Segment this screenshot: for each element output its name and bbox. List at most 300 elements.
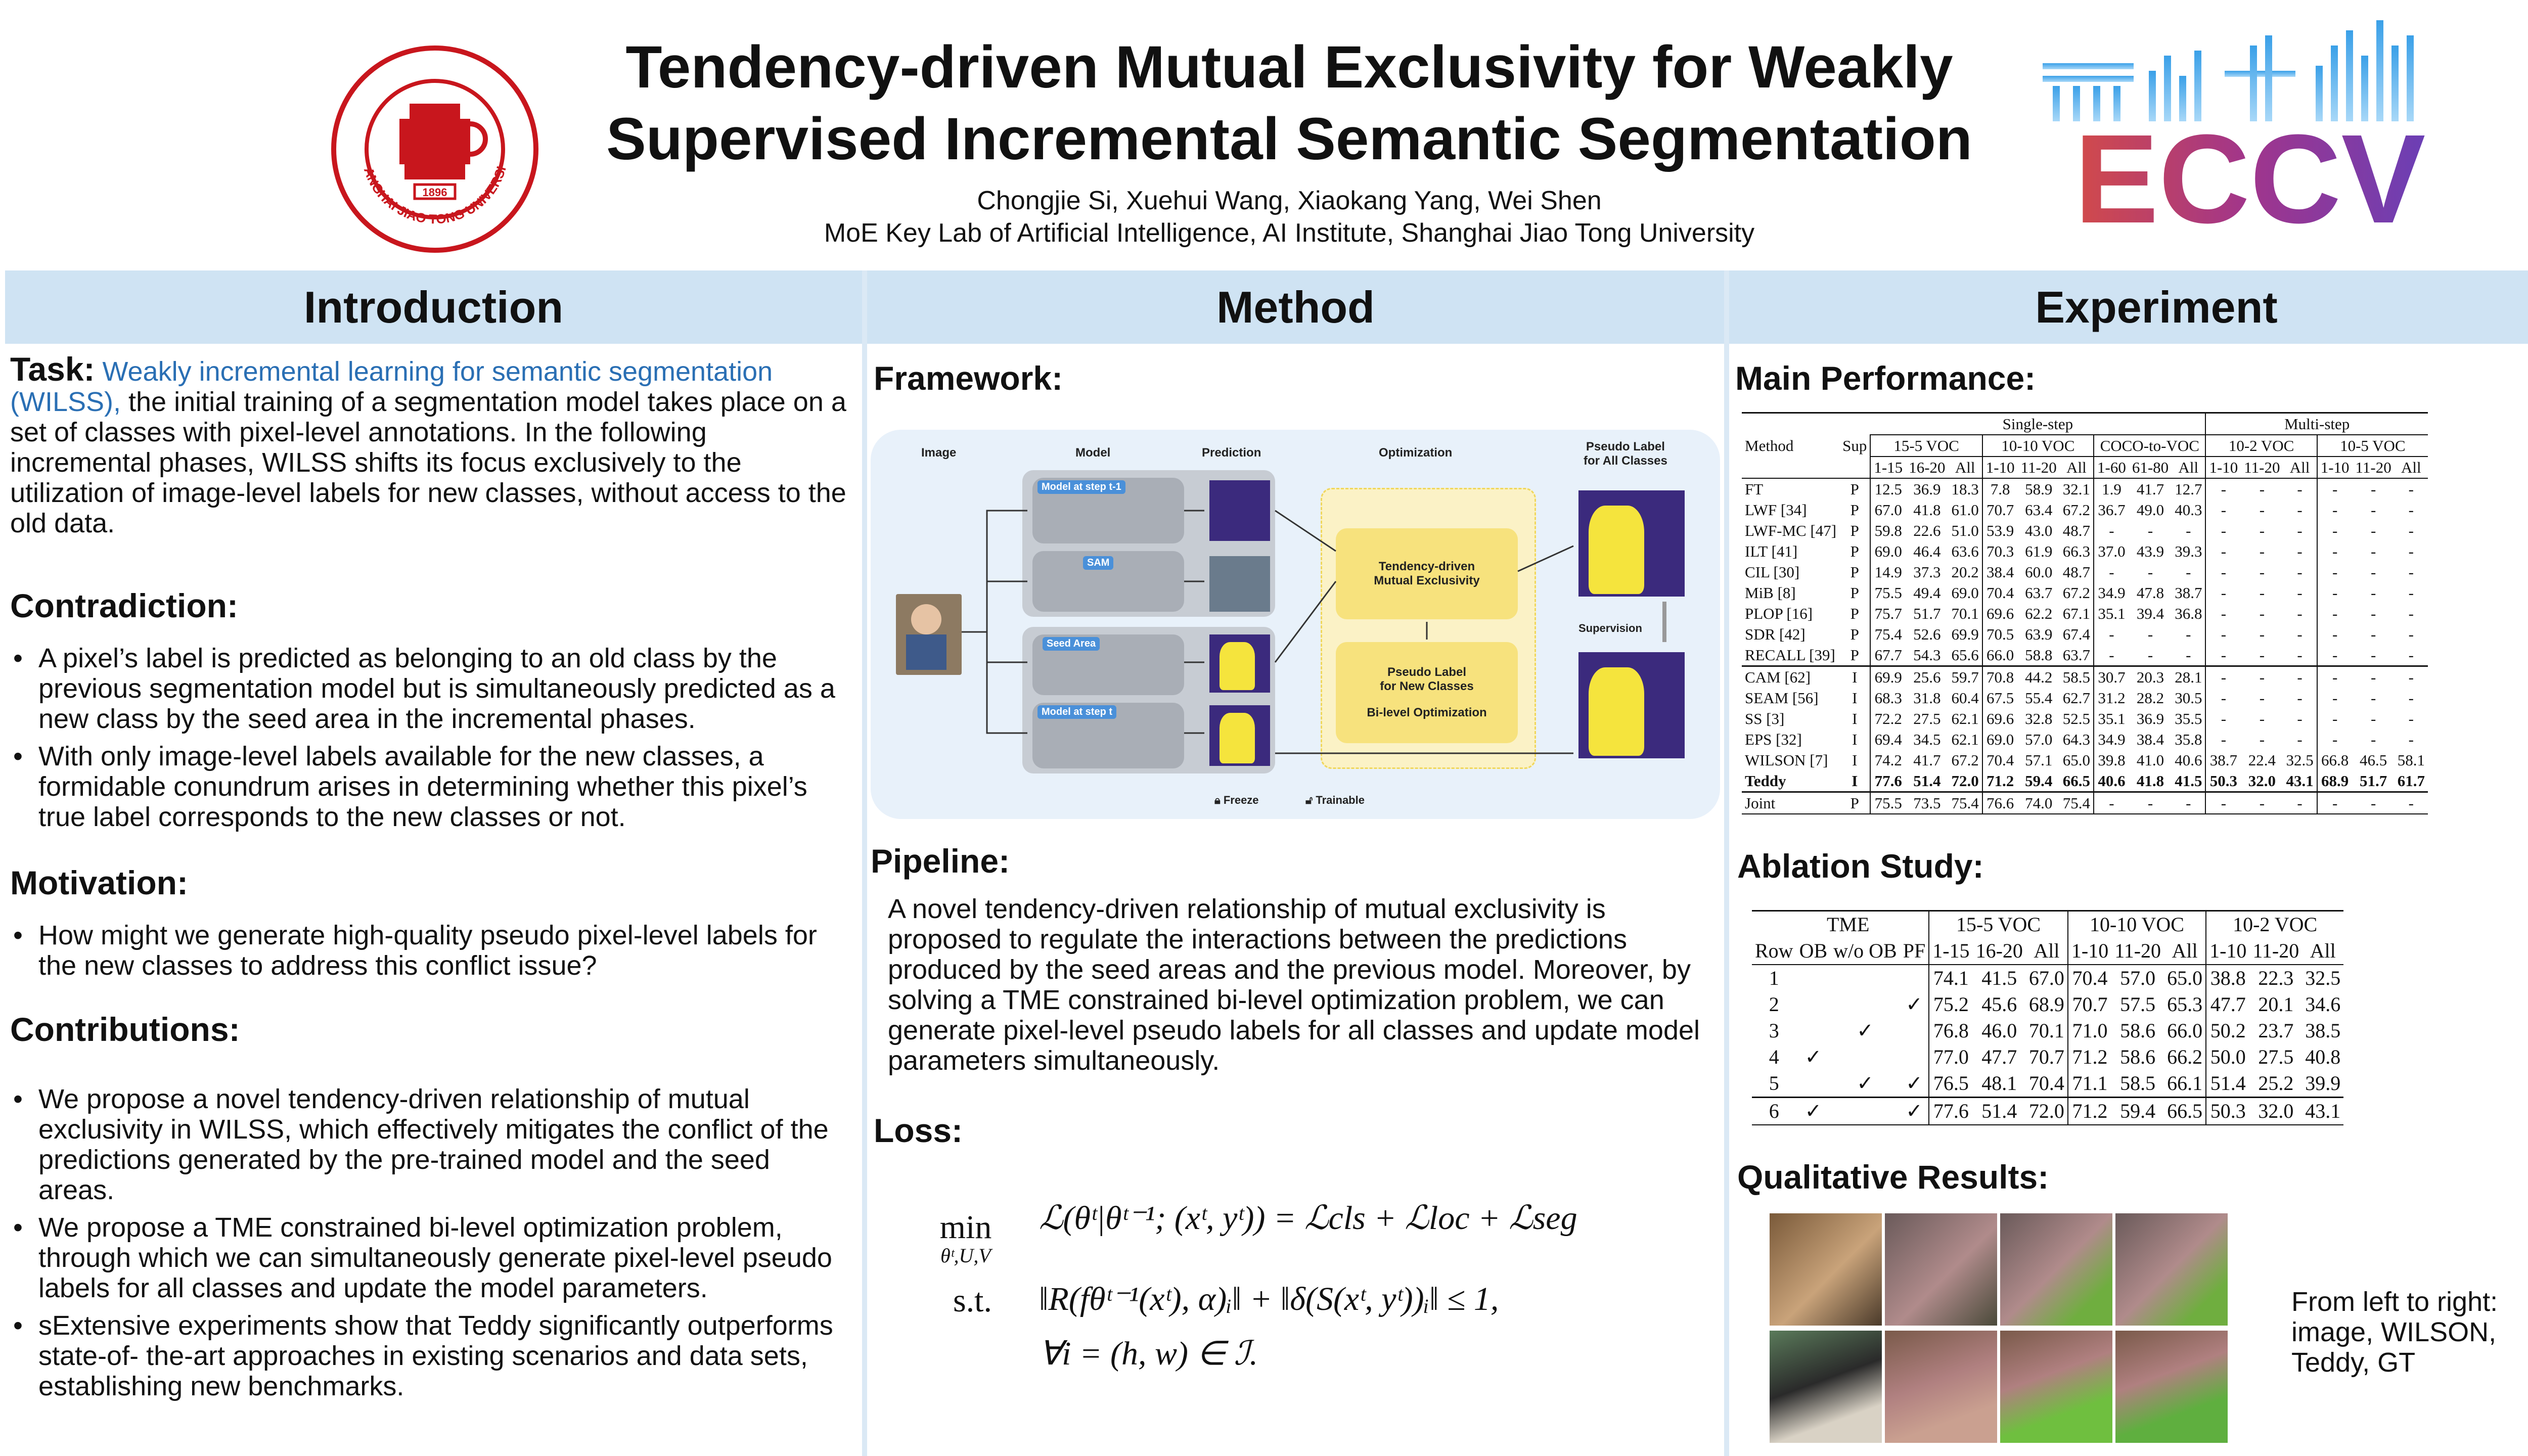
table-cell: ✓ — [1900, 1098, 1929, 1125]
table-cell: - — [2317, 708, 2353, 729]
table-cell: - — [2370, 710, 2376, 727]
table-cell: - — [2283, 666, 2317, 688]
table-row — [1742, 499, 2428, 520]
table-cell: - — [2317, 666, 2353, 688]
table-cell: - — [2370, 522, 2376, 539]
table-cell: 58.9 — [2025, 480, 2053, 498]
table-cell: 71.1 — [2068, 1070, 2111, 1098]
table-cell: 22.6 — [1913, 522, 1941, 539]
table-cell: 43.9 — [2136, 542, 2164, 560]
title-line-2: Supervised Incremental Semantic Segmentation — [606, 106, 1972, 172]
table-row — [1742, 603, 2428, 624]
table-cell: - — [2205, 520, 2241, 541]
ablation-table — [1752, 910, 2343, 1125]
title-line-1: Tendency-driven Mutual Exclusivity for Weakly — [625, 34, 1953, 101]
table-cell: - — [2094, 520, 2129, 541]
table-row — [1742, 666, 2428, 688]
table-row — [1742, 624, 2428, 645]
list-item: • With only image-level labels available for the new classes, a formidable conundrum arises in determining whether this pixel’s true label corresponds to the new classes or not. — [10, 741, 852, 832]
table-cell: 68.3 — [1870, 688, 1906, 708]
method-name: MiB [8] — [1745, 584, 1796, 602]
qual-image — [1885, 1331, 1997, 1443]
main-performance-table-wrap — [1742, 412, 2528, 814]
table-cell: 25.6 — [1906, 666, 1948, 688]
table-cell: 74.0 — [2018, 792, 2060, 814]
setting-header: 10-10 VOC — [2068, 911, 2206, 938]
table-cell: 38.4 — [2136, 731, 2164, 748]
table-cell: - — [2317, 562, 2353, 582]
table-cell: 67.2 — [2062, 501, 2091, 519]
ablation-label: Ablation Study: — [1737, 847, 1984, 885]
table-cell: 69.0 — [1951, 584, 1979, 602]
table-cell: 25.2 — [2258, 1072, 2294, 1095]
table-cell — [1900, 1018, 1929, 1044]
qualitative-caption: From left to right: image, WILSON, Teddy, GT — [2291, 1287, 2498, 1378]
table-cell: 57.1 — [2025, 751, 2053, 769]
column-header: 11-20 — [2241, 457, 2283, 478]
st-label: s.t. — [953, 1282, 992, 1319]
method-name: CAM [62] — [1742, 666, 1839, 688]
tme-header: TME — [1796, 911, 1900, 938]
table-cell: 38.8 — [2206, 965, 2249, 991]
sjtu-logo — [329, 43, 541, 255]
table-cell: 51.4 — [1913, 772, 1941, 790]
table-cell: 20.3 — [2129, 666, 2172, 688]
table-cell: 40.6 — [2094, 770, 2129, 792]
table-cell: 67.4 — [2062, 625, 2091, 643]
table-cell: - — [2186, 625, 2191, 643]
table-cell: 67.2 — [2062, 584, 2091, 602]
table-cell: - — [2370, 646, 2376, 664]
loss-label: Loss: — [874, 1112, 963, 1149]
table-cell: 77.0 — [1929, 1044, 1972, 1070]
table-cell: 35.8 — [2175, 731, 2202, 748]
table-cell: - — [2297, 710, 2303, 727]
column-header: OB — [1796, 938, 1831, 965]
table-cell: P — [1850, 646, 1859, 664]
table-header-row — [1742, 413, 2428, 435]
table-cell: 41.7 — [1913, 751, 1941, 769]
table-cell: 38.5 — [2305, 1019, 2341, 1042]
table-cell: 61.9 — [2025, 542, 2053, 560]
table-row — [1742, 750, 2428, 770]
list-item: • A pixel’s label is predicted as belonging to an old class by the previous segmentation model but is simultaneously predicted as a new class by the seed area in the incremental phases. — [10, 643, 852, 734]
table-cell: 66.1 — [2167, 1072, 2203, 1095]
table-cell: - — [2241, 792, 2283, 814]
table-cell: 75.7 — [1870, 603, 1906, 624]
table-row — [1742, 770, 2428, 792]
constraint: ‖R(fθᵗ⁻¹(xᵗ), α)ᵢ‖ + ‖δ(S(xᵗ, yᵗ))ᵢ‖ ≤ 1, — [1039, 1281, 1499, 1317]
table-cell: 32.8 — [2025, 710, 2053, 727]
list-item: • We propose a TME constrained bi-level optimization problem, through which we can simultaneously generate pixel-level pseudo labels for all classes and update the model parameters. — [10, 1212, 852, 1303]
table-cell: 35.1 — [2094, 603, 2129, 624]
table-cell — [1900, 1044, 1929, 1070]
table-cell: 75.2 — [1929, 991, 1972, 1018]
table-cell: 54.3 — [1913, 646, 1941, 664]
table-cell: - — [2259, 625, 2265, 643]
table-cell: 58.8 — [2025, 646, 2053, 664]
table-cell: 63.4 — [2025, 501, 2053, 519]
table-cell: 66.2 — [2167, 1045, 2203, 1068]
table-cell: 65.6 — [1951, 646, 1979, 664]
column-header: 1-10 — [1982, 457, 2018, 478]
table-cell: 32.5 — [2286, 751, 2314, 769]
method-name: SEAM [56] — [1745, 689, 1819, 707]
table-cell: 70.1 — [2028, 1019, 2064, 1042]
table-cell: 61.0 — [1951, 501, 1979, 519]
table-cell: - — [2408, 480, 2414, 498]
table-cell: 63.7 — [2025, 584, 2053, 602]
table-cell: 58.6 — [2120, 1019, 2156, 1042]
column-header: Method — [1745, 437, 1794, 454]
table-cell: 41.5 — [1981, 967, 2017, 989]
table-cell: - — [2259, 542, 2265, 560]
loss-equation — [905, 1198, 1714, 1400]
qual-image — [1770, 1213, 1882, 1326]
table-cell: 50.3 — [2206, 1098, 2249, 1125]
table-cell: - — [2317, 520, 2353, 541]
column-header: All — [2026, 938, 2068, 965]
table-cell: I — [1852, 689, 1858, 707]
table-cell: 22.4 — [2248, 751, 2276, 769]
table-cell: 43.1 — [2302, 1098, 2343, 1125]
table-cell — [1830, 1044, 1900, 1070]
table-cell: 66.5 — [2062, 772, 2091, 790]
table-cell: I — [1852, 751, 1858, 769]
table-cell: 59.4 — [2025, 772, 2053, 790]
table-cell: 36.9 — [1913, 480, 1941, 498]
eccv-logo-icon — [2033, 15, 2467, 238]
table-row — [1752, 991, 2343, 1018]
table-cell: - — [2205, 603, 2241, 624]
contradiction-label: Contradiction: — [10, 587, 238, 624]
table-cell: - — [2317, 603, 2353, 624]
table-cell: 70.7 — [2068, 991, 2111, 1018]
group-header: Single-step — [1870, 413, 2205, 435]
table-cell: - — [2408, 710, 2414, 727]
table-cell: - — [2259, 501, 2265, 519]
table-cell: - — [2205, 688, 2241, 708]
table-cell: I — [1839, 666, 1870, 688]
table-cell: ✓ — [1906, 993, 1923, 1016]
table-cell: 45.6 — [1981, 993, 2017, 1016]
table-cell: - — [2370, 480, 2376, 498]
table-cell — [1796, 965, 1831, 991]
table-cell: 32.0 — [2248, 772, 2276, 790]
table-cell: 35.5 — [2175, 710, 2202, 727]
column-header: 61-80 — [2129, 457, 2172, 478]
table-cell: 34.6 — [2305, 993, 2341, 1016]
main-performance-label: Main Performance: — [1735, 359, 2036, 397]
table-cell: 58.5 — [2120, 1072, 2156, 1095]
sjtu-seal-icon — [329, 43, 541, 255]
table-cell: 4 — [1769, 1045, 1779, 1068]
qualitative-grid — [1770, 1213, 2230, 1446]
table-cell: 39.4 — [2136, 605, 2164, 622]
table-cell: 37.0 — [2094, 541, 2129, 562]
table-cell: 38.7 — [2175, 584, 2202, 602]
table-cell: 66.8 — [2317, 750, 2353, 770]
table-cell: 47.8 — [2136, 584, 2164, 602]
table-cell: P — [1850, 605, 1859, 622]
table-cell: - — [2297, 625, 2303, 643]
table-cell: - — [2297, 605, 2303, 622]
column-header: Row — [1752, 938, 1796, 965]
table-cell: - — [2259, 584, 2265, 602]
contributions-label: Contributions: — [10, 1011, 240, 1048]
table-cell: 67.0 — [1870, 499, 1906, 520]
objective: ℒ(θᵗ|θᵗ⁻¹; (xᵗ, yᵗ)) = ℒcls + ℒloc + ℒseg — [1039, 1200, 1577, 1237]
table-cell: 57.0 — [2025, 731, 2053, 748]
table-cell: - — [2297, 584, 2303, 602]
table-cell: 70.7 — [1982, 499, 2018, 520]
table-row — [1742, 562, 2428, 582]
table-cell: 70.1 — [1951, 605, 1979, 622]
table-cell — [1830, 991, 1900, 1018]
method-header: Method — [867, 270, 1724, 344]
table-cell: - — [2317, 499, 2353, 520]
table-cell: - — [2317, 688, 2353, 708]
table-cell: 75.4 — [1949, 792, 1982, 814]
table-cell: - — [2297, 646, 2303, 664]
column-header: All — [2302, 938, 2343, 965]
trainable-label: 🔓︎ Trainable — [1305, 794, 1365, 806]
table-cell — [1752, 911, 1796, 938]
table-cell: 43.1 — [2286, 772, 2314, 790]
table-cell: 70.4 — [2028, 1072, 2064, 1095]
eccv-logo — [2033, 15, 2467, 238]
table-cell: 57.0 — [2120, 967, 2156, 989]
table-cell: 46.4 — [1913, 542, 1941, 560]
table-cell: ✓ — [1796, 1098, 1831, 1125]
table-cell: - — [2297, 563, 2303, 581]
setting-header: 10-5 VOC — [2317, 435, 2428, 457]
table-cell: - — [2408, 605, 2414, 622]
table-cell: 44.2 — [2018, 666, 2060, 688]
table-cell: 48.7 — [2062, 563, 2091, 581]
column-header: 11-20 — [2111, 938, 2164, 965]
table-cell: - — [2297, 522, 2303, 539]
table-cell: 70.8 — [1982, 666, 2018, 688]
setting-header: 15-5 VOC — [1929, 911, 2068, 938]
table-cell: - — [2317, 541, 2353, 562]
table-cell: 51.7 — [2360, 772, 2387, 790]
column-header: All — [2060, 457, 2094, 478]
table-cell: 22.3 — [2258, 967, 2294, 989]
motivation-label: Motivation: — [10, 864, 188, 901]
model-t-label: Model at step t — [1037, 705, 1116, 719]
fw-optimization-label: Optimization — [1379, 446, 1453, 460]
table-cell: - — [2094, 562, 2129, 582]
column-header: All — [2395, 457, 2428, 478]
table-cell: - — [2317, 645, 2353, 666]
framework-label: Framework: — [874, 359, 1063, 397]
column-header: 1-10 — [2205, 457, 2241, 478]
list-item: • How might we generate high-quality pseudo pixel-level labels for the new classes to address this conflict issue? — [10, 920, 852, 981]
table-cell: 61.7 — [2397, 772, 2425, 790]
table-cell: 52.6 — [1913, 625, 1941, 643]
table-cell: 60.0 — [2025, 563, 2053, 581]
min-operator: min θᵗ,U,V — [939, 1209, 992, 1267]
column-header: Sup — [1842, 437, 1867, 454]
table-cell: - — [2370, 563, 2376, 581]
method-name: Joint — [1742, 792, 1839, 814]
table-cell: 41.8 — [2136, 772, 2164, 790]
column-header: 1-10 — [2206, 938, 2249, 965]
main-performance-table — [1742, 412, 2428, 814]
table-cell: - — [2317, 582, 2353, 603]
table-cell: 63.7 — [2062, 646, 2091, 664]
svg-text:ECCV: ECCV — [2074, 108, 2426, 238]
table-cell: - — [2259, 480, 2265, 498]
table-cell: 53.9 — [1982, 520, 2018, 541]
table-cell: 39.8 — [2094, 750, 2129, 770]
table-cell: P — [1839, 792, 1870, 814]
column-header: 16-20 — [1906, 457, 1948, 478]
table-cell: 76.5 — [1929, 1070, 1972, 1098]
table-cell: P — [1850, 522, 1859, 539]
table-cell: 32.5 — [2305, 967, 2341, 989]
column-header: All — [2172, 457, 2205, 478]
table-header-row — [1752, 938, 2343, 965]
table-cell: - — [2205, 499, 2241, 520]
lock-icon: 🔒︎ — [1214, 794, 1224, 806]
table-header-row — [1752, 911, 2343, 938]
table-row — [1742, 688, 2428, 708]
table-cell: - — [2353, 666, 2395, 688]
task-highlight: Weakly incremental learning for semantic segmentation (WILSS), — [10, 356, 773, 417]
table-cell: 72.0 — [1951, 772, 1979, 790]
table-cell: 51.7 — [1913, 605, 1941, 622]
table-cell: 59.4 — [2111, 1098, 2164, 1125]
pipeline-label: Pipeline: — [871, 842, 1010, 880]
column-header: 11-20 — [2018, 457, 2060, 478]
list-item: • We propose a novel tendency-driven relationship of mutual exclusivity in WILSS, which effectively mitigates the conflict of the predictions generated by the pre-trained model and the seed areas. — [10, 1084, 852, 1205]
table-cell: - — [2395, 792, 2428, 814]
table-cell: 74.2 — [1870, 750, 1906, 770]
task-paragraph — [10, 350, 852, 538]
table-cell: - — [2370, 689, 2376, 707]
table-cell: 66.0 — [2167, 1019, 2203, 1042]
table-cell: - — [2408, 584, 2414, 602]
column-header: 1-10 — [2317, 457, 2353, 478]
table-cell — [1796, 1070, 1831, 1098]
table-cell: 66.3 — [2062, 542, 2091, 560]
table-row — [1742, 582, 2428, 603]
introduction-header: Introduction — [5, 270, 862, 344]
affiliation: MoE Key Lab of Artificial Intelligence, AI Institute, Shanghai Jiao Tong University — [824, 218, 1755, 248]
table-cell: 46.0 — [1981, 1019, 2017, 1042]
table-cell: - — [2241, 666, 2283, 688]
table-cell: 36.8 — [2175, 605, 2202, 622]
table-cell: 50.3 — [2205, 770, 2241, 792]
column-header: w/o OB — [1830, 938, 1900, 965]
method-name: ILT [41] — [1745, 542, 1798, 560]
setting-header: 10-2 VOC — [2205, 435, 2317, 457]
table-cell: - — [2094, 645, 2129, 666]
method-name: CIL [30] — [1745, 563, 1800, 581]
freeze-label: 🔒︎ Freeze — [1214, 794, 1259, 806]
table-cell: 37.3 — [1913, 563, 1941, 581]
qual-image — [2115, 1331, 2228, 1443]
table-cell: - — [2094, 792, 2129, 814]
framework-figure — [871, 430, 1720, 819]
forall-condition: ∀i = (h, w) ∈ ℐ. — [1039, 1335, 1258, 1372]
table-row — [1742, 541, 2428, 562]
table-cell: 72.0 — [2026, 1098, 2068, 1125]
table-row — [1742, 729, 2428, 750]
table-cell: - — [2370, 501, 2376, 519]
table-cell: 63.6 — [1951, 542, 1979, 560]
table-cell: 62.2 — [2025, 605, 2053, 622]
table-cell: 72.2 — [1870, 708, 1906, 729]
table-cell: I — [1852, 731, 1858, 748]
svg-text:1896: 1896 — [422, 186, 447, 199]
column-header: 11-20 — [2249, 938, 2302, 965]
table-cell: 59.8 — [1870, 520, 1906, 541]
table-cell: I — [1852, 772, 1858, 790]
column-header: 16-20 — [1973, 938, 2026, 965]
table-cell: - — [2259, 563, 2265, 581]
table-cell: - — [2353, 792, 2395, 814]
table-cell: 49.4 — [1913, 584, 1941, 602]
table-cell: 47.7 — [2206, 991, 2249, 1018]
table-cell: 69.4 — [1870, 729, 1906, 750]
table-cell — [1742, 413, 1870, 435]
table-cell: 62.1 — [1951, 710, 1979, 727]
table-cell: - — [2408, 731, 2414, 748]
table-cell: 38.4 — [1982, 562, 2018, 582]
table-cell: 71.2 — [2068, 1098, 2111, 1125]
table-cell: 28.1 — [2172, 666, 2205, 688]
pipeline-text: A novel tendency-driven relationship of mutual exclusivity is proposed to regulate the interactions between the predictions produced by the seed areas and the previous model. Moreover, by solving a TME constrained bi-level optimization problem, we can generate pixel-level pseudo labels for all classes and update model parameters simultaneously. — [888, 894, 1700, 1076]
column-header: 1-60 — [2094, 457, 2129, 478]
fw-prediction-label: Prediction — [1202, 446, 1261, 460]
table-cell: 32.0 — [2249, 1098, 2302, 1125]
table-cell: ✓ — [1906, 1072, 1923, 1095]
method-name: WILSON [7] — [1745, 751, 1828, 769]
table-cell: - — [2408, 563, 2414, 581]
table-cell: 36.9 — [2136, 710, 2164, 727]
table-cell: 6 — [1752, 1098, 1796, 1125]
table-cell: 62.7 — [2062, 689, 2091, 707]
table-cell: - — [2147, 646, 2153, 664]
table-cell: 60.4 — [1951, 689, 1979, 707]
method-name: FT — [1745, 480, 1764, 498]
table-cell: 71.2 — [2068, 1044, 2111, 1070]
table-cell: 30.5 — [2175, 689, 2202, 707]
table-cell: - — [2205, 624, 2241, 645]
table-cell: 48.1 — [1981, 1072, 2017, 1095]
table-cell: 69.0 — [1982, 729, 2018, 750]
table-cell: 70.5 — [1982, 624, 2018, 645]
table-cell: - — [2259, 731, 2265, 748]
table-header-row — [1742, 435, 2428, 457]
table-row — [1742, 645, 2428, 666]
contradiction-list — [10, 643, 852, 832]
fw-model-label: Model — [1075, 446, 1111, 460]
column-header: PF — [1900, 938, 1929, 965]
setting-header: COCO-to-VOC — [2094, 435, 2205, 457]
table-cell: 47.7 — [1981, 1045, 2017, 1068]
table-cell: 12.7 — [2175, 480, 2202, 498]
table-cell: 51.0 — [1951, 522, 1979, 539]
table-cell: - — [2172, 792, 2205, 814]
table-cell: - — [2129, 792, 2172, 814]
table-cell: - — [2408, 501, 2414, 519]
table-cell — [1796, 1018, 1831, 1044]
table-cell: 66.5 — [2164, 1098, 2206, 1125]
